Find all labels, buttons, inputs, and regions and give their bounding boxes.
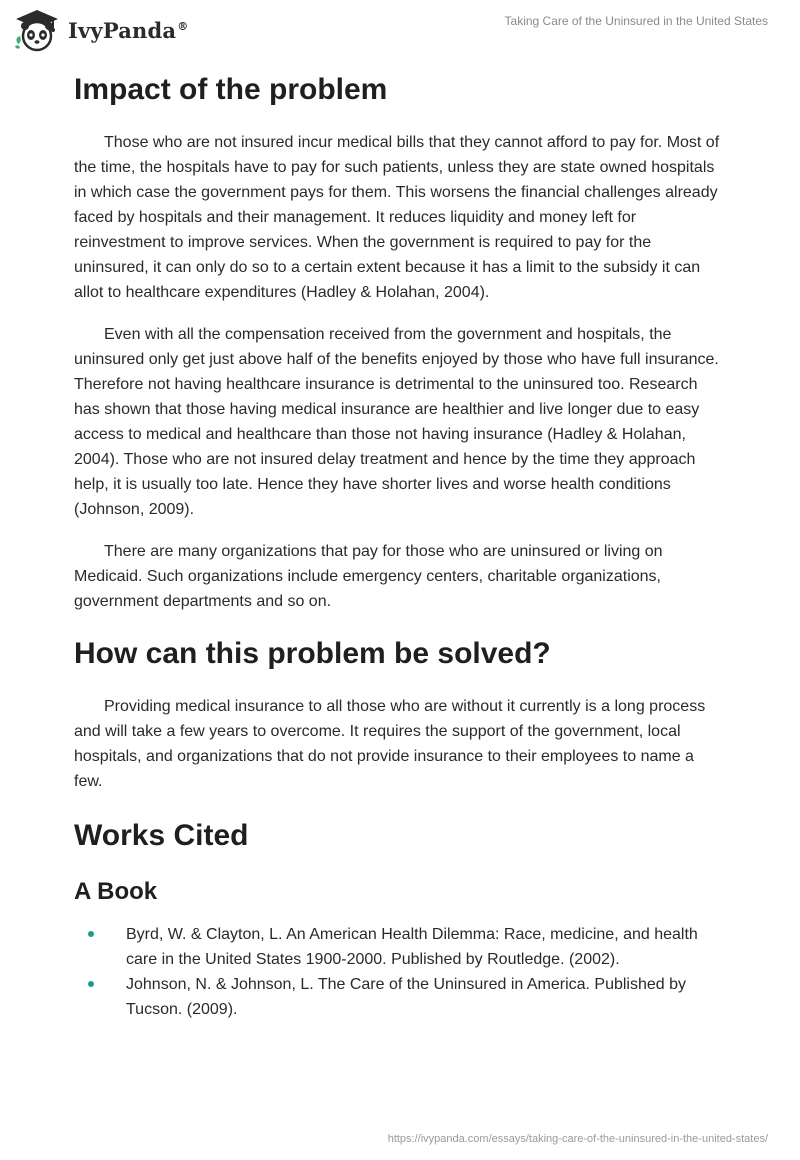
document-title: Taking Care of the Uninsured in the United States	[504, 14, 768, 28]
registered-mark: ®	[177, 19, 189, 33]
section-heading-solution: How can this problem be solved?	[74, 637, 551, 670]
brand-name: IvyPanda®	[68, 17, 189, 43]
paragraph: Even with all the compensation received from the government and hospitals, the uninsured only get just above half of the benefits enjoyed by those who have full insurance. Therefore not having healthcare insurance is detrimental to the uninsured too. Research has shown that those having medical insurance are healthier and live longer due to easy access to medical and healthcare than those not having insurance (Hadley & Holahan, 2004). Those who are not insured delay treatment and hence by the time they approach help, it is usually too late. Hence they have shorter lives and worse health conditions (Johnson, 2009).	[74, 326, 719, 518]
paragraph: Those who are not insured incur medical bills that they cannot afford to pay for. Most of the time, the hospitals have to pay for such patients, unless they are state owned hospitals in which case the government pays for them. This worsens the financial challenges already faced by hospitals and their management. It reduces liquidity and money left for reinvestment to improve services. When the government is required to pay for the uninsured, it can only do so to a certain extent because it has a limit to the subsidy it can allot to healthcare expenditures (Hadley & Holahan, 2004).	[74, 134, 720, 301]
subheading-book: A Book	[74, 878, 158, 905]
list-item	[74, 922, 724, 972]
paragraph: Providing medical insurance to all those who are without it currently is a long process and will take a few years to overcome. It requires the support of the government, local hospitals, and organizations that do not provide insurance to their employees to name a few.	[74, 698, 706, 790]
section-heading-works-cited: Works Cited	[74, 819, 249, 852]
citation-text: Byrd, W. & Clayton, L. An American Health Dilemma: Race, medicine, and health care in the United States 1900-2000. Published by Routledge. (2002).	[126, 926, 698, 968]
essay-content	[74, 70, 724, 1022]
ivypanda-logo[interactable]	[14, 8, 188, 52]
page-header	[0, 0, 800, 60]
bullet-icon	[88, 981, 94, 987]
citation-text: Johnson, N. & Johnson, L. The Care of the Uninsured in America. Published by Tucson. (2009).	[126, 976, 687, 1018]
works-cited-list	[74, 922, 724, 1022]
bullet-icon	[88, 931, 94, 937]
list-item	[74, 972, 724, 1022]
section-heading-impact: Impact of the problem	[74, 73, 388, 106]
paragraph: There are many organizations that pay for those who are uninsured or living on Medicaid. Such organizations include emergency centers, charitable organizations, government departments and so on.	[74, 543, 663, 610]
source-url-link[interactable]: https://ivypanda.com/essays/taking-care-of-the-uninsured-in-the-united-states/	[387, 1133, 768, 1145]
panda-logo-icon	[14, 8, 60, 52]
